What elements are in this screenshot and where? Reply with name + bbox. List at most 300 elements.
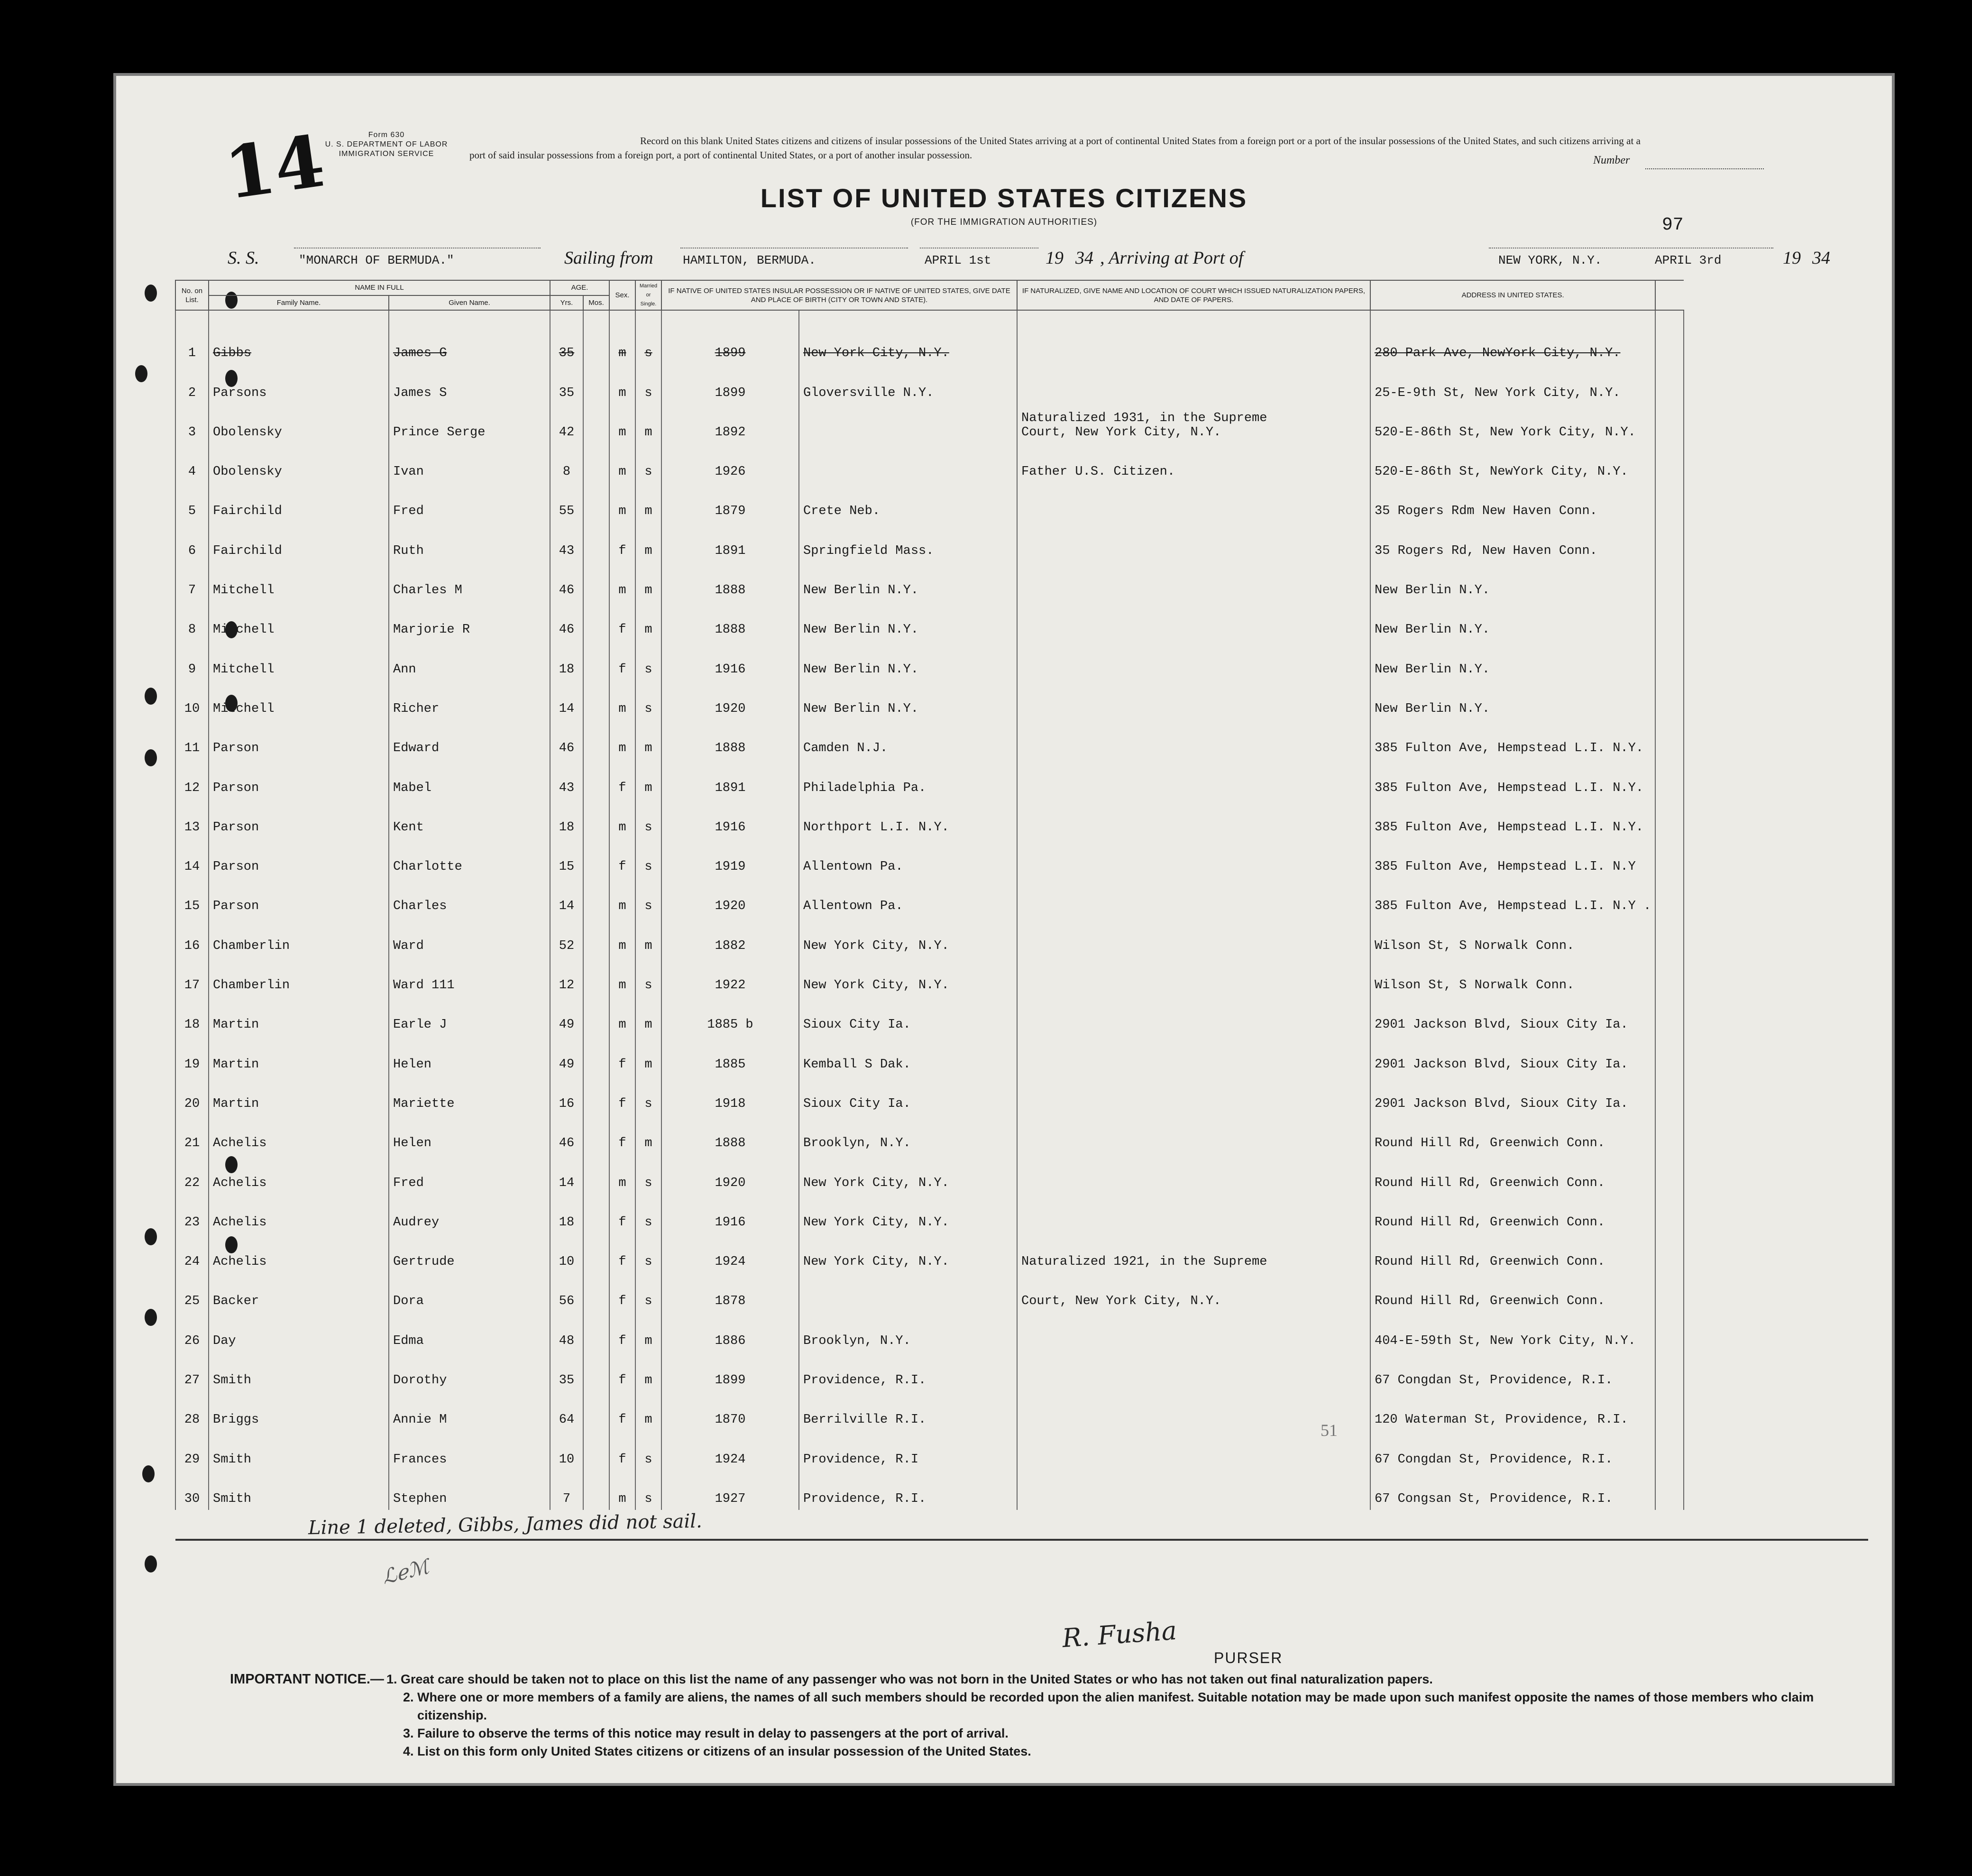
birth-place: Brooklyn, N.Y.: [799, 1115, 1017, 1154]
col-birth: IF NATIVE OF UNITED STATES INSULAR POSSESSION OR IF NATIVE OF UNITED STATES, GIVE DATE AND PLACE OF BIRTH (CITY OR TOWN AND STATE).: [661, 280, 1017, 310]
number-blank: [1645, 168, 1764, 169]
family-name: Achelis: [209, 1194, 389, 1233]
blank-cell: [1655, 483, 1684, 522]
year-prefix: 19: [1046, 248, 1064, 268]
age-months: [583, 364, 609, 404]
address: 2901 Jackson Blvd, Sioux City Ia.: [1370, 996, 1655, 1036]
age-months: [583, 562, 609, 601]
table-row: [116, 364, 1684, 404]
family-name: Mitchell: [209, 601, 389, 641]
age-years: 43: [550, 522, 583, 561]
row-number-cell: [116, 1194, 175, 1233]
row-number: 26: [175, 1312, 209, 1352]
col-age: AGE.: [550, 280, 609, 295]
family-name: Smith: [209, 1431, 389, 1470]
row-number-cell: [116, 522, 175, 561]
given-name: Dorothy: [389, 1352, 550, 1391]
marital-status: m: [635, 522, 661, 561]
inspector-signature: ℒℯℳ: [379, 1554, 431, 1589]
age-months: [583, 1273, 609, 1312]
col-name-in-full: NAME IN FULL: [209, 280, 550, 295]
birth-place: Sioux City Ia.: [799, 1076, 1017, 1115]
given-name: Ruth: [389, 522, 550, 561]
row-number-cell: [116, 601, 175, 641]
blank-cell: [1655, 641, 1684, 680]
sex: m: [609, 483, 635, 522]
birth-place: Providence, R.I.: [799, 1352, 1017, 1391]
sex: m: [609, 681, 635, 720]
manifest-sheet: [116, 76, 1892, 1783]
marital-status: m: [635, 917, 661, 956]
naturalization: [1017, 1036, 1370, 1075]
birth-year: 1924: [661, 1431, 799, 1470]
birth-year: 1916: [661, 641, 799, 680]
table-row: [116, 799, 1684, 838]
naturalization: [1017, 1431, 1370, 1470]
birth-year: 1888: [661, 720, 799, 759]
sex: f: [609, 1273, 635, 1312]
family-name: Parsons: [209, 364, 389, 404]
age-years: 14: [550, 1154, 583, 1194]
table-row: [116, 1036, 1684, 1075]
number-label: Number: [1593, 154, 1630, 166]
marital-status: s: [635, 1233, 661, 1273]
sailing-label: Sailing from: [564, 248, 653, 268]
record-instructions: Record on this blank United States citizens and citizens of insular possessions of the United States arriving at a port of continental United States from a foreign port or a port of the insular possessions of the United States, and such citizens arriving at a port of said insular possessions from a foreign port, a port of continental United States, or a port of another insular possession.: [469, 135, 1641, 161]
age-months: [583, 878, 609, 917]
row-number-cell: [116, 838, 175, 878]
table-row: [116, 957, 1684, 996]
address: 385 Fulton Ave, Hempstead L.I. N.Y.: [1370, 799, 1655, 838]
age-months: [583, 1431, 609, 1470]
birth-place: Allentown Pa.: [799, 878, 1017, 917]
family-name: Backer: [209, 1273, 389, 1312]
age-months: [583, 1036, 609, 1075]
blank-cell: [1655, 364, 1684, 404]
address: Round Hill Rd, Greenwich Conn.: [1370, 1233, 1655, 1273]
row-number-cell: [116, 799, 175, 838]
blank-cell: [1655, 443, 1684, 483]
row-number-cell: [116, 1154, 175, 1194]
blank-cell: [1655, 1431, 1684, 1470]
naturalization: [1017, 917, 1370, 956]
row-number: 6: [175, 522, 209, 561]
naturalization: [1017, 838, 1370, 878]
birth-place: New Berlin N.Y.: [799, 562, 1017, 601]
address: 385 Fulton Ave, Hempstead L.I. N.Y.: [1370, 720, 1655, 759]
birth-year: 1899: [661, 364, 799, 404]
row-number: 1: [175, 310, 209, 364]
address: New Berlin N.Y.: [1370, 641, 1655, 680]
sex: f: [609, 838, 635, 878]
notice-item-1: 1. Great care should be taken not to place on this list the name of any passenger who was not born in the United States or who has not taken out final naturalization papers.: [386, 1672, 1433, 1686]
notice-item-4: 4. List on this form only United States citizens or citizens of an insular possession of the United States.: [403, 1744, 1031, 1758]
given-name: Dora: [389, 1273, 550, 1312]
sex: m: [609, 310, 635, 364]
table-row: [116, 759, 1684, 799]
birth-year: 1888: [661, 562, 799, 601]
row-number: 10: [175, 681, 209, 720]
sex: f: [609, 759, 635, 799]
row-number: 4: [175, 443, 209, 483]
blank-cell: [1655, 917, 1684, 956]
birth-year: 1919: [661, 838, 799, 878]
row-number-cell: [116, 364, 175, 404]
departure-year: 34: [1075, 248, 1093, 268]
given-name: Charles M: [389, 562, 550, 601]
row-number: 25: [175, 1273, 209, 1312]
blank-cell: [1655, 404, 1684, 443]
family-name: Gibbs: [209, 310, 389, 364]
sex: f: [609, 1076, 635, 1115]
important-notice: [230, 1670, 1875, 1760]
table-row: [116, 1233, 1684, 1273]
address: New Berlin N.Y.: [1370, 601, 1655, 641]
table-row: [116, 601, 1684, 641]
marital-status: s: [635, 1194, 661, 1233]
table-bottom-rule: [175, 1539, 1868, 1541]
sex: m: [609, 1471, 635, 1510]
blank-cell: [1655, 1391, 1684, 1431]
birth-year: 1920: [661, 1154, 799, 1194]
birth-year: 1916: [661, 799, 799, 838]
blank-cell: [1655, 838, 1684, 878]
row-number: 18: [175, 996, 209, 1036]
age-months: [583, 681, 609, 720]
birth-year: 1879: [661, 483, 799, 522]
table-row: [116, 522, 1684, 561]
row-number-cell: [116, 1391, 175, 1431]
address: Wilson St, S Norwalk Conn.: [1370, 917, 1655, 956]
age-years: 46: [550, 562, 583, 601]
sex: f: [609, 641, 635, 680]
given-name: Helen: [389, 1036, 550, 1075]
birth-year: 1918: [661, 1076, 799, 1115]
birth-place: Sioux City Ia.: [799, 996, 1017, 1036]
family-name: Achelis: [209, 1233, 389, 1273]
blank-cell: [1655, 310, 1684, 364]
family-name: Mitchell: [209, 562, 389, 601]
age-years: 12: [550, 957, 583, 996]
family-name: Parson: [209, 759, 389, 799]
given-name: Ann: [389, 641, 550, 680]
age-months: [583, 483, 609, 522]
birth-year: 1920: [661, 681, 799, 720]
birth-year: 1920: [661, 878, 799, 917]
sex: f: [609, 1312, 635, 1352]
marital-status: m: [635, 720, 661, 759]
address: Round Hill Rd, Greenwich Conn.: [1370, 1273, 1655, 1312]
family-name: Achelis: [209, 1154, 389, 1194]
sex: m: [609, 1154, 635, 1194]
given-name: Mariette: [389, 1076, 550, 1115]
departure-date: APRIL 1st: [925, 253, 991, 267]
row-number: 30: [175, 1471, 209, 1510]
age-years: 42: [550, 404, 583, 443]
address: 67 Congdan St, Providence, R.I.: [1370, 1431, 1655, 1470]
blank-cell: [1655, 878, 1684, 917]
table-row: [116, 1115, 1684, 1154]
blank-cell: [1655, 601, 1684, 641]
age-years: 46: [550, 720, 583, 759]
age-months: [583, 641, 609, 680]
given-name: Marjorie R: [389, 601, 550, 641]
family-name: Fairchild: [209, 522, 389, 561]
age-years: 10: [550, 1233, 583, 1273]
birth-place: New York City, N.Y.: [799, 917, 1017, 956]
table-row: [116, 996, 1684, 1036]
given-name: Earle J: [389, 996, 550, 1036]
row-number: 15: [175, 878, 209, 917]
age-months: [583, 1471, 609, 1510]
age-years: 56: [550, 1273, 583, 1312]
sex: f: [609, 1233, 635, 1273]
arriving-label: , Arriving at Port of: [1100, 248, 1244, 268]
birth-year: 1924: [661, 1233, 799, 1273]
age-months: [583, 1233, 609, 1273]
birth-place: New Berlin N.Y.: [799, 641, 1017, 680]
age-years: 64: [550, 1391, 583, 1431]
family-name: Parson: [209, 878, 389, 917]
sex: m: [609, 443, 635, 483]
address: 404-E-59th St, New York City, N.Y.: [1370, 1312, 1655, 1352]
table-row: [116, 1391, 1684, 1431]
age-years: 14: [550, 681, 583, 720]
row-number: 13: [175, 799, 209, 838]
row-number-cell: [116, 681, 175, 720]
sex: m: [609, 917, 635, 956]
birth-year: 1922: [661, 957, 799, 996]
marital-status: s: [635, 1076, 661, 1115]
table-row: [116, 1194, 1684, 1233]
age-years: 43: [550, 759, 583, 799]
age-months: [583, 838, 609, 878]
row-number: 14: [175, 838, 209, 878]
address: 280 Park Ave, NewYork City, N.Y.: [1370, 310, 1655, 364]
marital-status: m: [635, 1352, 661, 1391]
birth-place: Camden N.J.: [799, 720, 1017, 759]
row-number-cell: [116, 1076, 175, 1115]
naturalization: [1017, 957, 1370, 996]
naturalization: [1017, 1312, 1370, 1352]
blank-cell: [1655, 759, 1684, 799]
birth-year: 1885: [661, 1036, 799, 1075]
age-months: [583, 443, 609, 483]
blank-cell: [1655, 1471, 1684, 1510]
ship-name: "MONARCH OF BERMUDA.": [299, 253, 454, 267]
ss-label: S. S.: [228, 248, 259, 268]
address: 35 Rogers Rd, New Haven Conn.: [1370, 522, 1655, 561]
age-years: 15: [550, 838, 583, 878]
passenger-table: [116, 280, 1684, 1510]
row-number: 21: [175, 1115, 209, 1154]
col-married: Married or Single.: [635, 280, 661, 310]
marital-status: m: [635, 759, 661, 799]
age-months: [583, 1154, 609, 1194]
birth-place: [799, 443, 1017, 483]
birth-year: 1899: [661, 310, 799, 364]
blank-cell: [1655, 1352, 1684, 1391]
age-months: [583, 957, 609, 996]
given-name: James S: [389, 364, 550, 404]
arrival-year-prefix: 19: [1783, 248, 1801, 268]
naturalization: Court, New York City, N.Y.: [1017, 1273, 1370, 1312]
departure-port: HAMILTON, BERMUDA.: [683, 253, 816, 267]
family-name: Smith: [209, 1352, 389, 1391]
age-years: 10: [550, 1431, 583, 1470]
col-given-name: Given Name.: [389, 295, 550, 311]
address: Wilson St, S Norwalk Conn.: [1370, 957, 1655, 996]
address: 2901 Jackson Blvd, Sioux City Ia.: [1370, 1076, 1655, 1115]
address: 2901 Jackson Blvd, Sioux City Ia.: [1370, 1036, 1655, 1075]
blank-cell: [1655, 1076, 1684, 1115]
row-number-cell: [116, 310, 175, 364]
birth-place: Gloversville N.Y.: [799, 364, 1017, 404]
naturalization: [1017, 759, 1370, 799]
age-months: [583, 1076, 609, 1115]
age-months: [583, 917, 609, 956]
arrival-date: APRIL 3rd: [1655, 253, 1722, 267]
address: 385 Fulton Ave, Hempstead L.I. N.Y.: [1370, 759, 1655, 799]
birth-year: 1899: [661, 1352, 799, 1391]
age-years: 49: [550, 996, 583, 1036]
sex: f: [609, 1352, 635, 1391]
birth-place: New York City, N.Y.: [799, 1194, 1017, 1233]
blank-cell: [1655, 799, 1684, 838]
family-name: Martin: [209, 996, 389, 1036]
sex: m: [609, 720, 635, 759]
birth-place: Allentown Pa.: [799, 838, 1017, 878]
handwritten-number: 14: [220, 119, 330, 216]
family-name: Mitchell: [209, 681, 389, 720]
row-number: 24: [175, 1233, 209, 1273]
row-number: 7: [175, 562, 209, 601]
row-number: 29: [175, 1431, 209, 1470]
table-row: [116, 720, 1684, 759]
blank-cell: [1655, 1273, 1684, 1312]
family-name: Martin: [209, 1076, 389, 1115]
row-number-cell: [116, 1273, 175, 1312]
blank-cell: [1655, 720, 1684, 759]
table-row: [116, 1312, 1684, 1352]
marital-status: s: [635, 641, 661, 680]
arrival-year: 34: [1812, 248, 1830, 268]
form-number: Form 630: [368, 131, 405, 139]
col-naturalized: IF NATURALIZED, GIVE NAME AND LOCATION OF COURT WHICH ISSUED NATURALIZATION PAPERS, AND DATE OF PAPERS.: [1017, 280, 1370, 310]
birth-place: Kemball S Dak.: [799, 1036, 1017, 1075]
age-months: [583, 1194, 609, 1233]
table-row: [116, 483, 1684, 522]
birth-year: 1870: [661, 1391, 799, 1431]
sex: f: [609, 1431, 635, 1470]
address: 385 Fulton Ave, Hempstead L.I. N.Y: [1370, 838, 1655, 878]
marital-status: s: [635, 838, 661, 878]
page-subtitle: (FOR THE IMMIGRATION AUTHORITIES): [910, 217, 1098, 227]
row-number: 17: [175, 957, 209, 996]
col-number: No. on List.: [175, 280, 209, 310]
address: 35 Rogers Rdm New Haven Conn.: [1370, 483, 1655, 522]
age-years: 35: [550, 310, 583, 364]
given-name: Ivan: [389, 443, 550, 483]
family-name: Obolensky: [209, 443, 389, 483]
birth-year: 1926: [661, 443, 799, 483]
naturalization: [1017, 799, 1370, 838]
birth-place: [799, 1273, 1017, 1312]
stamp-number: 51: [1321, 1421, 1338, 1440]
blank-cell: [1655, 1312, 1684, 1352]
naturalization: [1017, 1471, 1370, 1510]
birth-place: New York City, N.Y.: [799, 1154, 1017, 1194]
age-years: 46: [550, 601, 583, 641]
marital-status: s: [635, 310, 661, 364]
marital-status: m: [635, 601, 661, 641]
family-name: Day: [209, 1312, 389, 1352]
marital-status: s: [635, 878, 661, 917]
marital-status: s: [635, 799, 661, 838]
marital-status: s: [635, 364, 661, 404]
birth-place: Providence, R.I: [799, 1431, 1017, 1470]
marital-status: m: [635, 1312, 661, 1352]
notice-item-2: 2. Where one or more members of a family are aliens, the names of all such members should be recorded upon the alien manifest. Suitable notation may be made upon such manifest opposite the names of those members who claim citizenship.: [403, 1690, 1814, 1722]
row-number: 8: [175, 601, 209, 641]
given-name: Annie M: [389, 1391, 550, 1431]
sex: f: [609, 601, 635, 641]
age-months: [583, 799, 609, 838]
table-row: [116, 1076, 1684, 1115]
given-name: Stephen: [389, 1471, 550, 1510]
handwritten-footnote: Line 1 deleted, Gibbs, James did not sail.: [308, 1510, 703, 1539]
row-number-cell: [116, 1036, 175, 1075]
sex: m: [609, 364, 635, 404]
marital-status: m: [635, 404, 661, 443]
passenger-table-wrapper: [116, 280, 1684, 1510]
row-number-cell: [116, 443, 175, 483]
col-months: Mos.: [583, 295, 609, 311]
naturalization: [1017, 681, 1370, 720]
age-years: 46: [550, 1115, 583, 1154]
age-years: 7: [550, 1471, 583, 1510]
address: 520-E-86th St, New York City, N.Y.: [1370, 404, 1655, 443]
sex: m: [609, 562, 635, 601]
birth-place: Philadelphia Pa.: [799, 759, 1017, 799]
given-name: Fred: [389, 483, 550, 522]
col-sex: Sex.: [609, 280, 635, 310]
marital-status: m: [635, 996, 661, 1036]
address: 67 Congsan St, Providence, R.I.: [1370, 1471, 1655, 1510]
arrival-port: NEW YORK, N.Y.: [1498, 253, 1602, 267]
passenger-rows: [116, 310, 1684, 1510]
naturalization: [1017, 641, 1370, 680]
age-years: 16: [550, 1076, 583, 1115]
marital-status: m: [635, 1115, 661, 1154]
sex: f: [609, 1115, 635, 1154]
row-number: 5: [175, 483, 209, 522]
row-number: 16: [175, 917, 209, 956]
sex: f: [609, 1036, 635, 1075]
sex: m: [609, 878, 635, 917]
row-number-cell: [116, 1233, 175, 1273]
table-row: [116, 443, 1684, 483]
given-name: Ward 111: [389, 957, 550, 996]
marital-status: s: [635, 1273, 661, 1312]
marital-status: m: [635, 483, 661, 522]
address: 25-E-9th St, New York City, N.Y.: [1370, 364, 1655, 404]
age-months: [583, 1352, 609, 1391]
page-number: 97: [1662, 215, 1684, 235]
row-number-cell: [116, 1471, 175, 1510]
given-name: Gertrude: [389, 1233, 550, 1273]
row-number: 9: [175, 641, 209, 680]
